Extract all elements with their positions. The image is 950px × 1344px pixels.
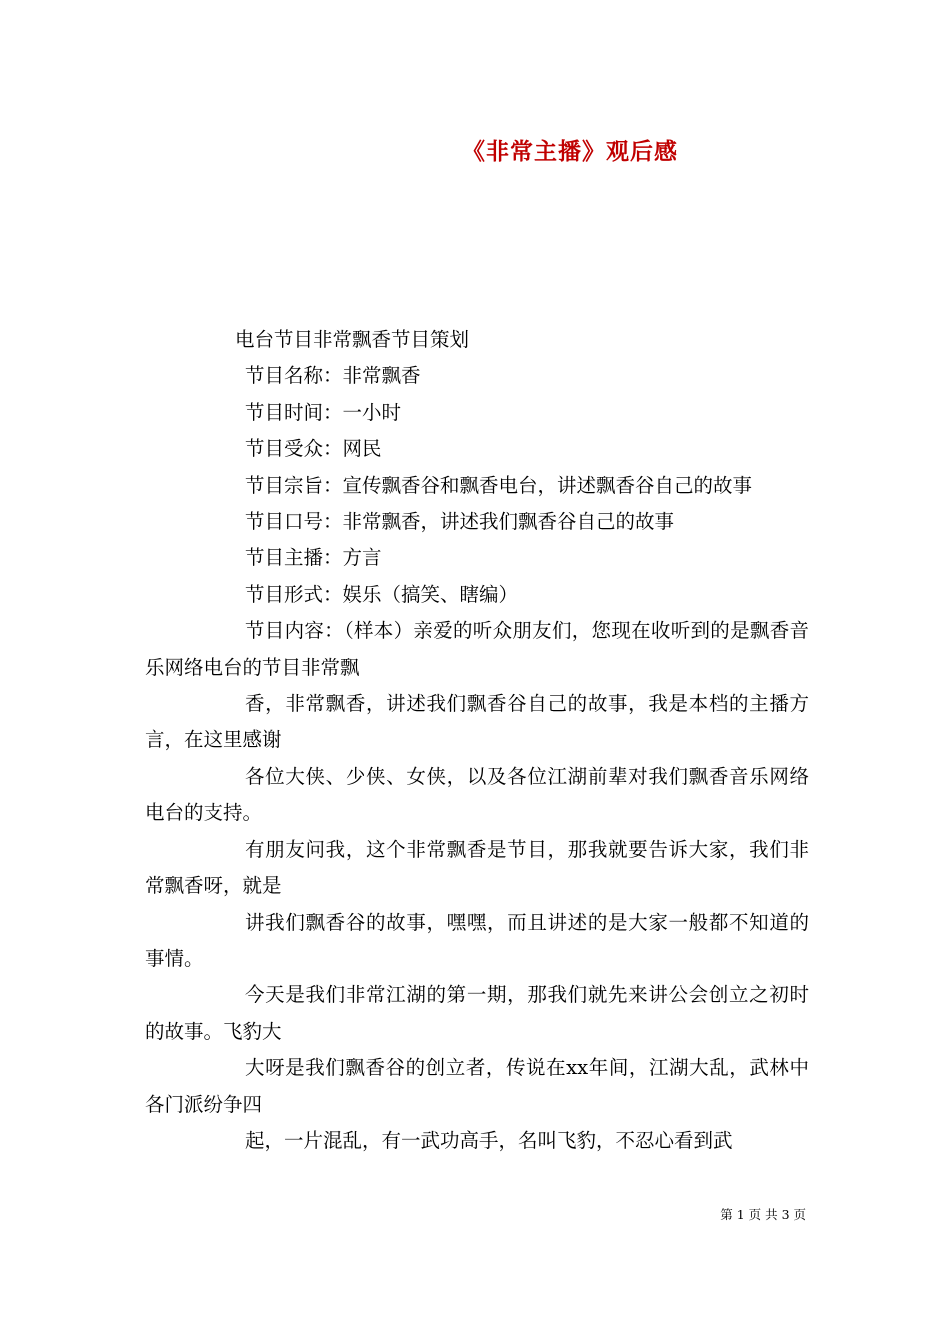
paragraph: 节目宗旨：宣传飘香谷和飘香电台，讲述飘香谷自己的故事 [245,473,753,497]
paragraph: 电台节目非常飘香节目策划 [235,328,470,351]
paragraph: 节目形式：娱乐（搞笑、瞎编） [245,582,519,606]
paragraph: 有朋友问我，这个非常飘香是节目，那我就要告诉大家，我们非常飘香呀，就是 [145,837,809,898]
paragraph: 香，非常飘香，讲述我们飘香谷自己的故事，我是本档的主播方言，在这里感谢 [145,692,809,752]
paragraph: 节目受众：网民 [245,437,382,461]
paragraph: 起，一片混乱，有一武功高手，名叫飞豹，不忍心看到武 [245,1128,733,1152]
page-number-footer: 第 1 页 共 3 页 [720,1207,806,1222]
paragraph: 节目口号：非常飘香，讲述我们飘香谷自己的故事 [245,510,675,534]
paragraph: 节目名称：非常飘香 [245,364,421,388]
document-title: 《非常主播》观后感 [462,138,678,165]
paragraph: 节目时间：一小时 [245,400,402,424]
document-body [145,322,809,1159]
paragraph: 节目内容：（样本）亲爱的听众朋友们，您现在收听到的是飘香音乐网络电台的节目非常飘 [145,619,809,679]
paragraph: 讲我们飘香谷的故事，嘿嘿，而且讲述的是大家一般都不知道的事情。 [145,910,809,970]
paragraph: 节目主播：方言 [245,546,382,570]
paragraph: 大呀是我们飘香谷的创立者，传说在xx年间，江湖大乱，武林中各门派纷争四 [145,1056,809,1116]
paragraph: 今天是我们非常江湖的第一期，那我们就先来讲公会创立之初时的故事。飞豹大 [145,983,809,1043]
paragraph: 各位大侠、少侠、女侠，以及各位江湖前辈对我们飘香音乐网络电台的支持。 [145,764,809,825]
